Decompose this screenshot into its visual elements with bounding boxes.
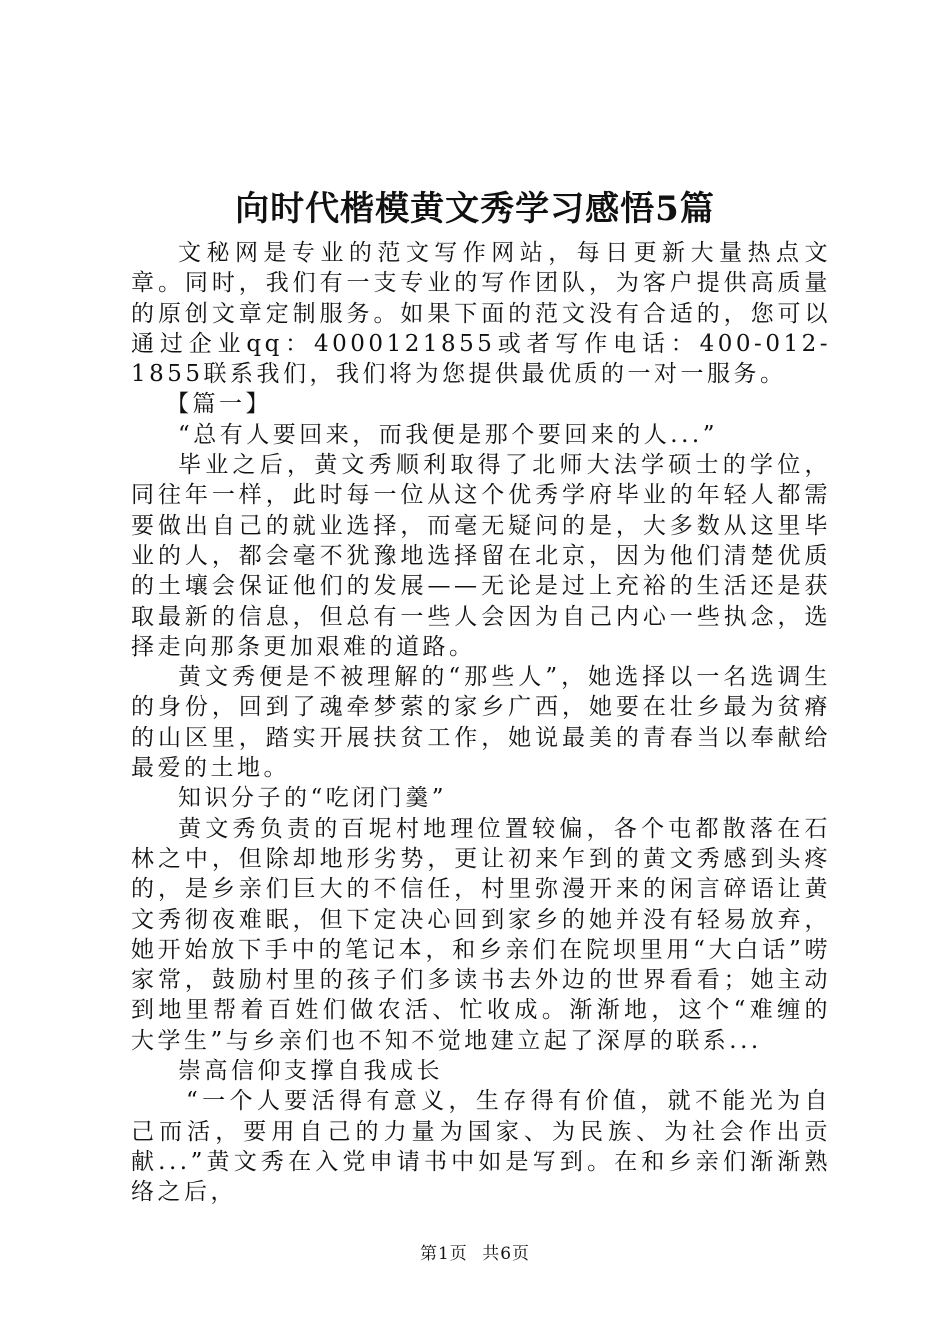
page-number: 第1页 xyxy=(419,1244,468,1264)
body-paragraph: 黄文秀负责的百坭村地理位置较偏，各个屯都散落在石林之中，但除却地形劣势，更让初来乍到的黄文秀感到头疼的，是乡亲们巨大的不信任，村里弥漫开来的闲言碎语让黄文秀彻夜难眠，但下定决心回到家乡的她并没有轻易放弃，她开始放下手中的笔记本，和乡亲们在院坝里用“大白话”唠家常，鼓励村里的孩子们多读书去外边的世界看看；她主动到地里帮着百姓们做农活、忙收成。渐渐地，这个“难缠的大学生”与乡亲们也不知不觉地建立起了深厚的联系... xyxy=(131,815,831,1054)
body-paragraph: “一个人要活得有意义，生存得有价值，就不能光为自己而活，要用自己的力量为国家、为民族、为社会作出贡献...”黄文秀在入党申请书中如是写到。在和乡亲们渐渐熟络之后， xyxy=(131,1088,831,1206)
body-paragraph: 黄文秀便是不被理解的“那些人”，她选择以一名选调生的身份，回到了魂牵梦萦的家乡广西，她要在壮乡最为贫瘠的山区里，踏实开展扶贫工作，她说最美的青春当以奉献给最爱的土地。 xyxy=(131,664,831,782)
subheading: 知识分子的“吃闭门羹” xyxy=(178,785,448,812)
body-paragraph: 毕业之后，黄文秀顺利取得了北师大法学硕士的学位，同往年一样，此时每一位从这个优秀学府毕业的年轻人都需要做出自己的就业选择，而毫无疑问的是，大多数从这里毕业的人，都会毫不犹豫地选择留在北京，因为他们清楚优质的土壤会保证他们的发展——无论是过上充裕的生活还是获取最新的信息，但总有一些人会因为自己内心一些执念，选择走向那条更加艰难的道路。 xyxy=(131,452,831,660)
subheading: 崇高信仰支撑自我成长 xyxy=(178,1058,443,1085)
section-heading: 【篇一】 xyxy=(166,391,272,418)
intro-paragraph: 文秘网是专业的范文写作网站，每日更新大量热点文章。同时，我们有一支专业的写作团队，为客户提供高质量的原创文章定制服务。如果下面的范文没有合适的，您可以通过企业qq：4000121855或者写作电话：400-012-1855联系我们，我们将为您提供最优质的一对一服务。 xyxy=(131,240,831,388)
quote-paragraph: “总有人要回来，而我便是那个要回来的人...” xyxy=(178,421,718,448)
page-footer xyxy=(0,1242,950,1266)
document-title: 向时代楷模黄文秀学习感悟5篇 xyxy=(235,189,715,229)
document-body xyxy=(131,238,831,1208)
page-total: 共6页 xyxy=(482,1244,531,1264)
